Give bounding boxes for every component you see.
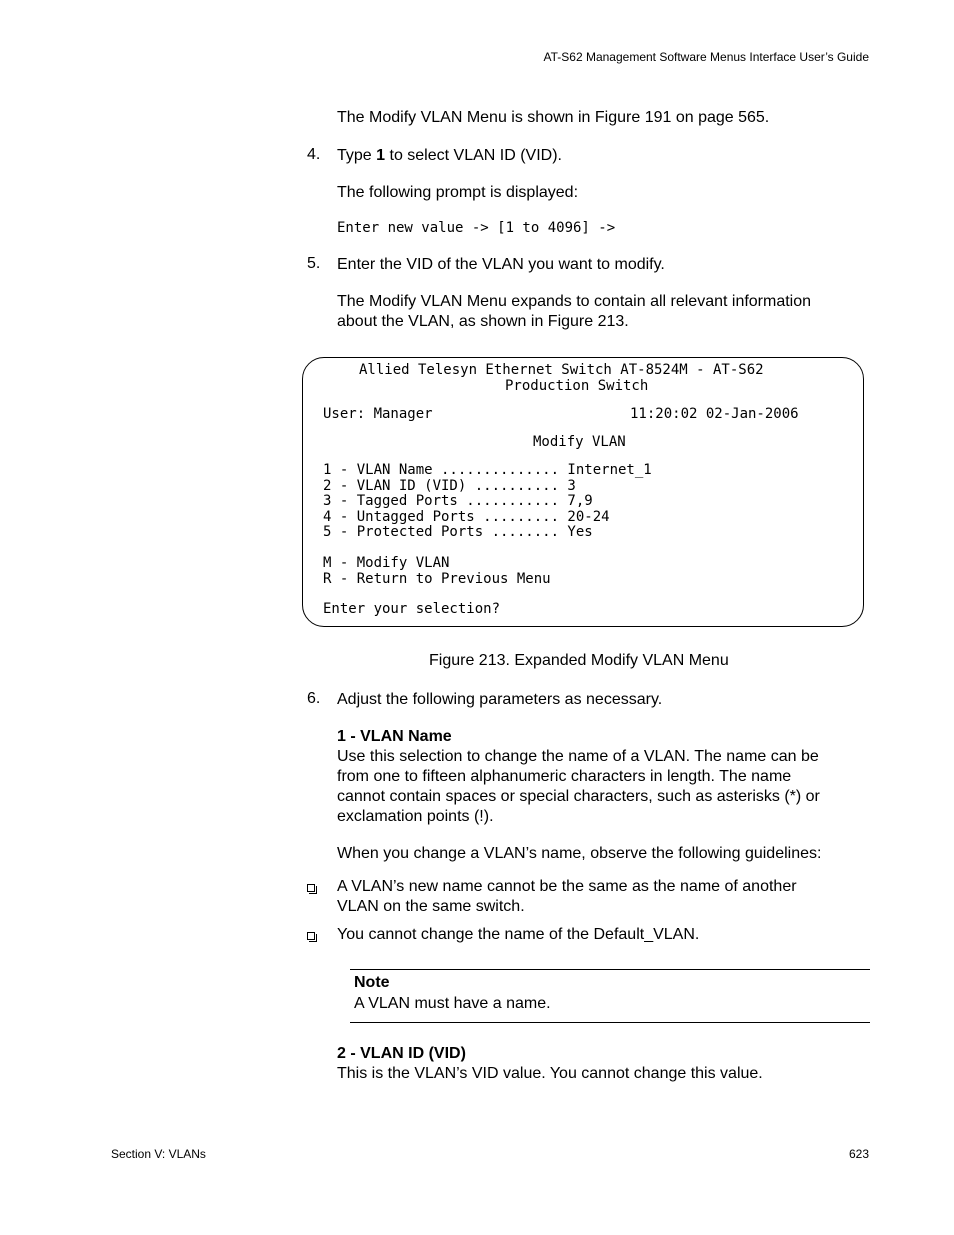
step-5-text: Enter the VID of the VLAN you want to modify. — [337, 256, 665, 273]
terminal-subtitle-line: Production Switch — [505, 378, 649, 394]
expand-paragraph: The Modify VLAN Menu expands to contain all relevant information about the VLAN, as shown in Figure 213. — [337, 293, 812, 330]
checkbox-bullet-icon — [307, 932, 315, 940]
terminal-selection-prompt[interactable]: Enter your selection? — [323, 601, 501, 617]
prompt-code: Enter new value -> [1 to 4096] -> — [337, 220, 616, 236]
checkbox-bullet-icon — [307, 884, 315, 892]
note-text: A VLAN must have a name. — [354, 995, 551, 1012]
note-top-rule — [350, 969, 870, 970]
running-header: AT-S62 Management Software Menus Interface User’s Guide — [543, 50, 869, 64]
vlan-id-heading: 2 - VLAN ID (VID) — [337, 1045, 466, 1062]
step-number: 6. — [307, 690, 321, 707]
terminal-action-return[interactable]: R - Return to Previous Menu — [323, 570, 551, 587]
step-4-text: Type 1 to select VLAN ID (VID). — [337, 147, 562, 164]
terminal-menu-title: Modify VLAN — [533, 434, 626, 450]
intro-paragraph: The Modify VLAN Menu is shown in Figure 191 on page 565. — [337, 109, 770, 126]
step-number: 4. — [307, 146, 321, 163]
terminal-menu-item[interactable]: 5 - Protected Ports ........ Yes — [323, 524, 593, 540]
note-bottom-rule — [350, 1022, 870, 1023]
note-title: Note — [354, 974, 390, 991]
prompt-intro: The following prompt is displayed: — [337, 184, 579, 201]
terminal-menu-item[interactable]: 2 - VLAN ID (VID) .......... 3 — [323, 477, 576, 494]
figure-caption: Figure 213. Expanded Modify VLAN Menu — [429, 652, 729, 669]
bullet-item: A VLAN’s new name cannot be the same as the name of another VLAN on the same switch. — [337, 878, 797, 915]
terminal-menu-item[interactable]: 1 - VLAN Name .............. Internet_1 — [323, 462, 652, 478]
step-6-text: Adjust the following parameters as necessary. — [337, 691, 663, 708]
terminal-screen — [302, 357, 864, 627]
terminal-title-line: Allied Telesyn Ethernet Switch AT-8524M - AT-S62 — [359, 362, 764, 378]
bullet-item: You cannot change the name of the Default_VLAN. — [337, 926, 700, 943]
vlan-name-description: Use this selection to change the name of a VLAN. The name can be from one to fifteen alphanumeric characters in length. The name cannot contain spaces or special characters, such as asterisks (*) or exclamation points (!). — [337, 748, 820, 825]
guidelines-intro: When you change a VLAN’s name, observe the following guidelines: — [337, 845, 822, 862]
step-number: 5. — [307, 255, 321, 272]
footer-section: Section V: VLANs — [111, 1147, 206, 1161]
terminal-menu-item[interactable]: 4 - Untagged Ports ......... 20-24 — [323, 508, 610, 525]
terminal-user: User: Manager — [323, 406, 433, 422]
terminal-datetime: 11:20:02 02-Jan-2006 — [630, 406, 799, 422]
terminal-menu-item[interactable]: 3 - Tagged Ports ........... 7,9 — [323, 493, 593, 509]
terminal-action-modify[interactable]: M - Modify VLAN — [323, 555, 450, 571]
footer-page-number: 623 — [848, 1147, 869, 1161]
vlan-name-heading: 1 - VLAN Name — [337, 728, 452, 745]
vlan-id-description: This is the VLAN’s VID value. You cannot change this value. — [337, 1065, 763, 1082]
